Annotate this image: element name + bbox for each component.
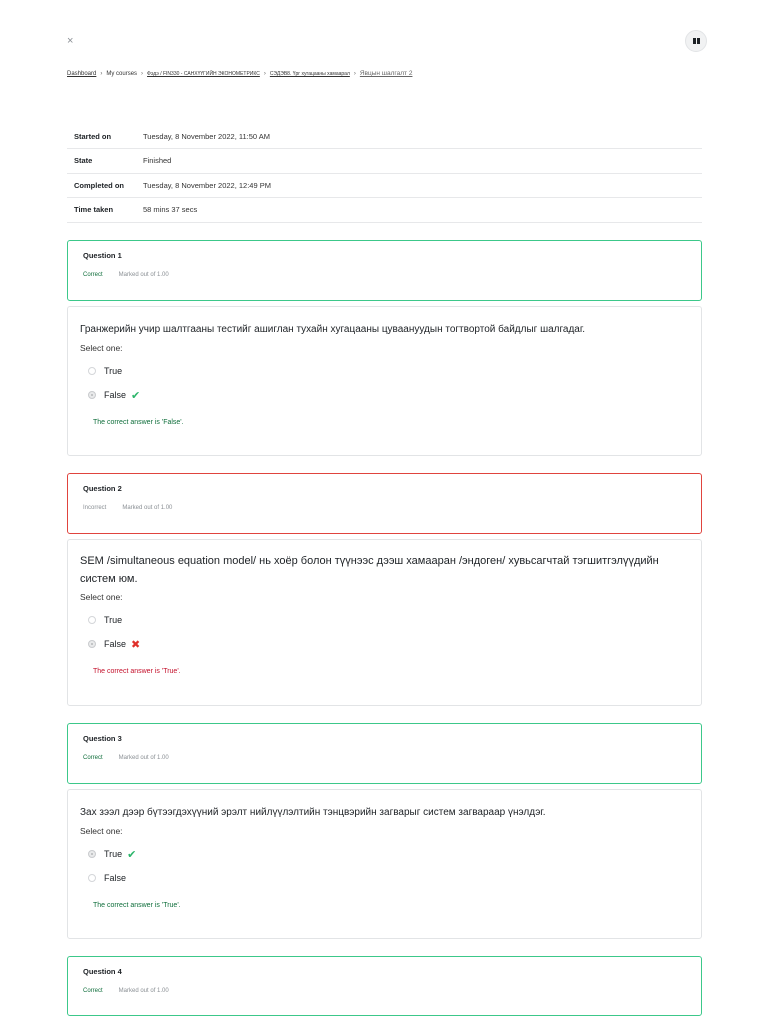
question-number: Question 3 [83, 734, 122, 743]
question-mark: Marked out of 1.00 [118, 755, 169, 761]
question-1-info [67, 240, 702, 301]
question-mark: Marked out of 1.00 [122, 505, 173, 511]
breadcrumb-separator: › [263, 71, 266, 77]
question-1-content [67, 306, 702, 456]
drawer-toggle-button[interactable] [685, 30, 707, 52]
question-mark: Marked out of 1.00 [118, 988, 169, 994]
drawer-toggle-icon [693, 38, 700, 44]
summary-row-state [67, 149, 702, 174]
answer-option-true[interactable] [80, 359, 689, 383]
answer-label: True [104, 366, 123, 376]
question-text: SEM /simultaneous equation model/ нь хоёр болон түүнээс дээш хамааран /эндоген/ хувьсагчтай тэгшитгэлүүдийн систем юм. [80, 555, 659, 585]
question-2-content [67, 539, 702, 706]
close-button[interactable]: × [67, 35, 74, 47]
breadcrumb-separator: › [100, 71, 103, 77]
correct-answer-feedback: The correct answer is 'True'. [93, 902, 181, 909]
question-state: Correct [83, 272, 103, 278]
answer-label: True [104, 615, 123, 625]
radio-button-checked[interactable] [88, 640, 96, 648]
answer-option-true[interactable] [80, 608, 689, 632]
question-number: Question 1 [83, 251, 122, 260]
question-text: Гранжерийн учир шалтгааны тестийг ашиглан тухайн хугацааны цуваануудын тогтвортой байдлыг шалгадаг. [80, 324, 586, 335]
answer-label: False [104, 639, 127, 649]
radio-button[interactable] [88, 874, 96, 882]
question-3-info [67, 723, 702, 784]
summary-value: Tuesday, 8 November 2022, 12:49 PM [143, 180, 271, 190]
breadcrumb [67, 70, 412, 77]
answer-label: False [104, 873, 127, 883]
breadcrumb-course[interactable]: Фэдэ / FIN330 - САНХҮҮГИЙН ЭКОНОМЕТРИКС [147, 71, 260, 77]
answer-option-false[interactable] [80, 632, 689, 656]
summary-label: Time taken [74, 205, 114, 215]
question-4-info [67, 956, 702, 1016]
summary-value: Finished [143, 156, 172, 166]
attempt-summary-table [67, 124, 702, 223]
summary-label: State [74, 156, 93, 166]
radio-button[interactable] [88, 367, 96, 375]
question-text: Зах зээл дээр бүтээгдэхүүний эрэлт нийлүүлэлтийн тэнцвэрийн загварыг систем загвараар үнэлдэг. [80, 807, 546, 818]
radio-button-checked[interactable] [88, 850, 96, 858]
question-2-info [67, 473, 702, 534]
breadcrumb-topic[interactable]: СЭДЭВ8. Үрг хугацааны хамаарал [269, 71, 350, 77]
breadcrumb-quiz[interactable]: Явцын шалгалт 2 [359, 70, 413, 77]
question-state: Correct [83, 988, 103, 994]
summary-label: Completed on [74, 180, 124, 190]
question-3-content [67, 789, 702, 939]
answer-label: False [104, 390, 127, 400]
breadcrumb-separator: › [141, 71, 144, 77]
question-state: Incorrect [83, 505, 107, 511]
summary-row-started [67, 124, 702, 149]
breadcrumb-my-courses: My courses [106, 71, 138, 77]
cross-icon: ✖ [131, 638, 141, 651]
radio-button-checked[interactable] [88, 391, 96, 399]
summary-label: Started on [74, 131, 112, 141]
question-number: Question 2 [83, 484, 122, 493]
answer-option-false[interactable] [80, 383, 689, 407]
summary-row-completed [67, 173, 702, 198]
summary-row-time-taken [67, 198, 702, 223]
answer-label: True [104, 849, 123, 859]
answer-option-true[interactable] [80, 842, 689, 866]
check-icon: ✔ [127, 848, 137, 861]
summary-value: 58 mins 37 secs [143, 205, 198, 215]
select-one-label: Select one: [80, 343, 123, 353]
correct-answer-feedback: The correct answer is 'True'. [93, 668, 181, 675]
answer-option-false[interactable] [80, 866, 689, 890]
correct-answer-feedback: The correct answer is 'False'. [93, 419, 184, 426]
breadcrumb-dashboard[interactable]: Dashboard [67, 71, 97, 77]
select-one-label: Select one: [80, 592, 123, 602]
question-mark: Marked out of 1.00 [118, 272, 169, 278]
check-icon: ✔ [131, 389, 141, 402]
radio-button[interactable] [88, 616, 96, 624]
summary-value: Tuesday, 8 November 2022, 11:50 AM [143, 131, 271, 141]
question-state: Correct [83, 755, 103, 761]
select-one-label: Select one: [80, 826, 123, 836]
question-number: Question 4 [83, 967, 122, 976]
breadcrumb-separator: › [353, 71, 356, 77]
